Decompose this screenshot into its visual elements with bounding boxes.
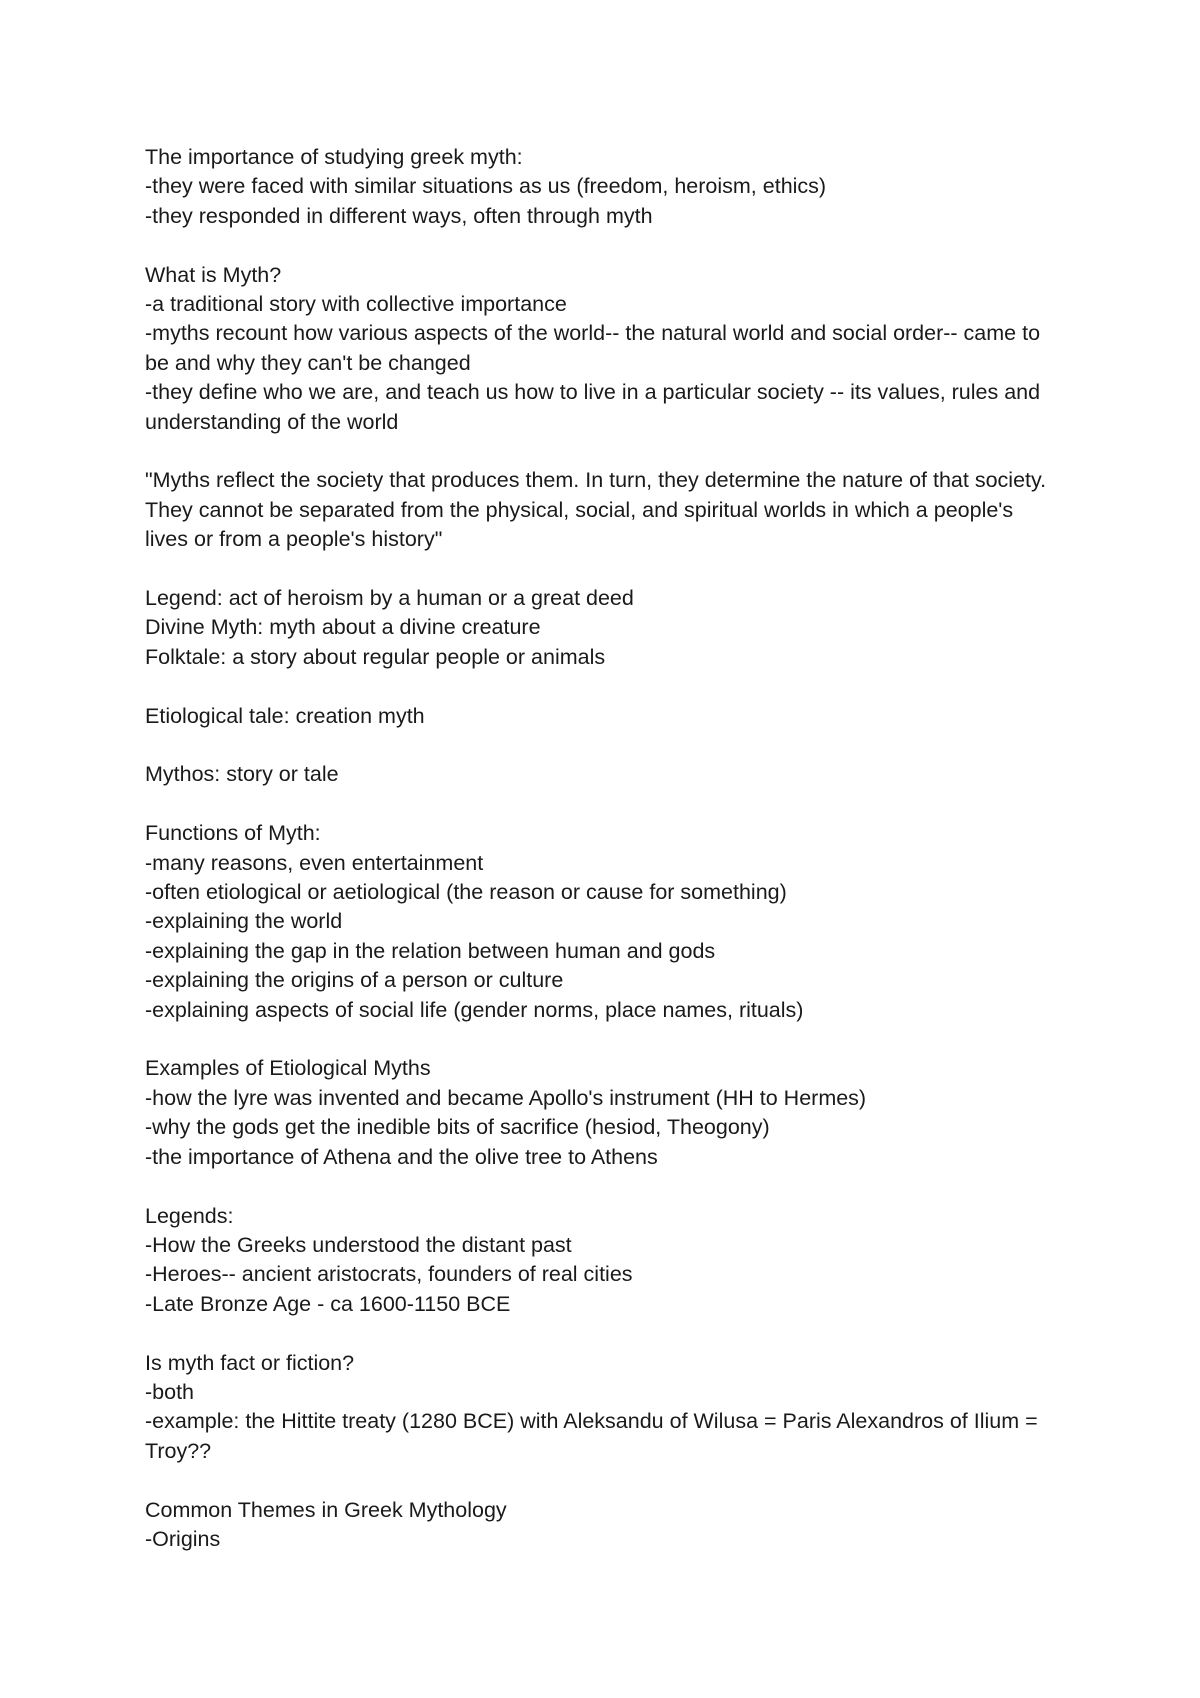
section-heading-line: Legends:	[145, 1203, 234, 1228]
section-heading-line: "Myths reflect the society that produces them. In turn, they determine the nature of that society. They cannot be separated from the physical, social, and spiritual worlds in which a people's lives or from a people's history"	[145, 468, 1047, 552]
note-section	[145, 1202, 1060, 1320]
document-body	[145, 143, 1060, 1554]
note-section	[145, 261, 1060, 437]
note-line: Folktale: a story about regular people or animals	[145, 644, 606, 669]
note-line: -explaining the origins of a person or culture	[145, 968, 564, 993]
note-section	[145, 702, 1060, 731]
note-line: -Origins	[145, 1526, 221, 1551]
note-line: -they define who we are, and teach us how to live in a particular society -- its values, rules and understanding of the world	[145, 380, 1041, 434]
note-line: -myths recount how various aspects of the world-- the natural world and social order-- came to be and why they can't be changed	[145, 321, 1041, 375]
note-section	[145, 143, 1060, 231]
note-line: -example: the Hittite treaty (1280 BCE) with Aleksandu of Wilusa = Paris Alexandros of Ilium = Troy??	[145, 1409, 1038, 1463]
note-line: -a traditional story with collective importance	[145, 292, 567, 317]
note-line: Divine Myth: myth about a divine creature	[145, 615, 541, 640]
note-section	[145, 819, 1060, 1025]
note-line: -why the gods get the inedible bits of sacrifice (hesiod, Theogony)	[145, 1115, 770, 1140]
note-section	[145, 760, 1060, 789]
section-heading-line: The importance of studying greek myth:	[145, 145, 523, 169]
note-line: -Heroes-- ancient aristocrats, founders of real cities	[145, 1262, 633, 1287]
note-line: -how the lyre was invented and became Apollo's instrument (HH to Hermes)	[145, 1085, 867, 1110]
note-section	[145, 1054, 1060, 1172]
note-line: -many reasons, even entertainment	[145, 850, 484, 875]
section-heading-line: What is Myth?	[145, 262, 282, 287]
note-line: -they responded in different ways, often through myth	[145, 203, 653, 228]
note-line: -they were faced with similar situations as us (freedom, heroism, ethics)	[145, 174, 827, 199]
note-line: -explaining the world	[145, 909, 343, 934]
note-line: -explaining the gap in the relation between human and gods	[145, 938, 716, 963]
section-heading-line: Legend: act of heroism by a human or a great deed	[145, 586, 634, 611]
note-line: -Late Bronze Age - ca 1600-1150 BCE	[145, 1291, 511, 1316]
note-section	[145, 584, 1060, 672]
note-line: -often etiological or aetiological (the reason or cause for something)	[145, 880, 787, 905]
section-heading-line: Is myth fact or fiction?	[145, 1350, 355, 1375]
section-heading-line: Functions of Myth:	[145, 821, 321, 846]
note-section	[145, 1349, 1060, 1467]
note-line: -both	[145, 1379, 195, 1404]
note-line: -the importance of Athena and the olive tree to Athens	[145, 1144, 658, 1169]
section-heading-line: Etiological tale: creation myth	[145, 703, 425, 728]
section-heading-line: Common Themes in Greek Mythology	[145, 1497, 507, 1522]
section-heading-line: Mythos: story or tale	[145, 762, 339, 787]
note-line: -explaining aspects of social life (gender norms, place names, rituals)	[145, 997, 804, 1022]
section-heading-line: Examples of Etiological Myths	[145, 1056, 431, 1081]
note-line: -How the Greeks understood the distant past	[145, 1232, 572, 1257]
note-section	[145, 466, 1060, 554]
note-section	[145, 1496, 1060, 1555]
